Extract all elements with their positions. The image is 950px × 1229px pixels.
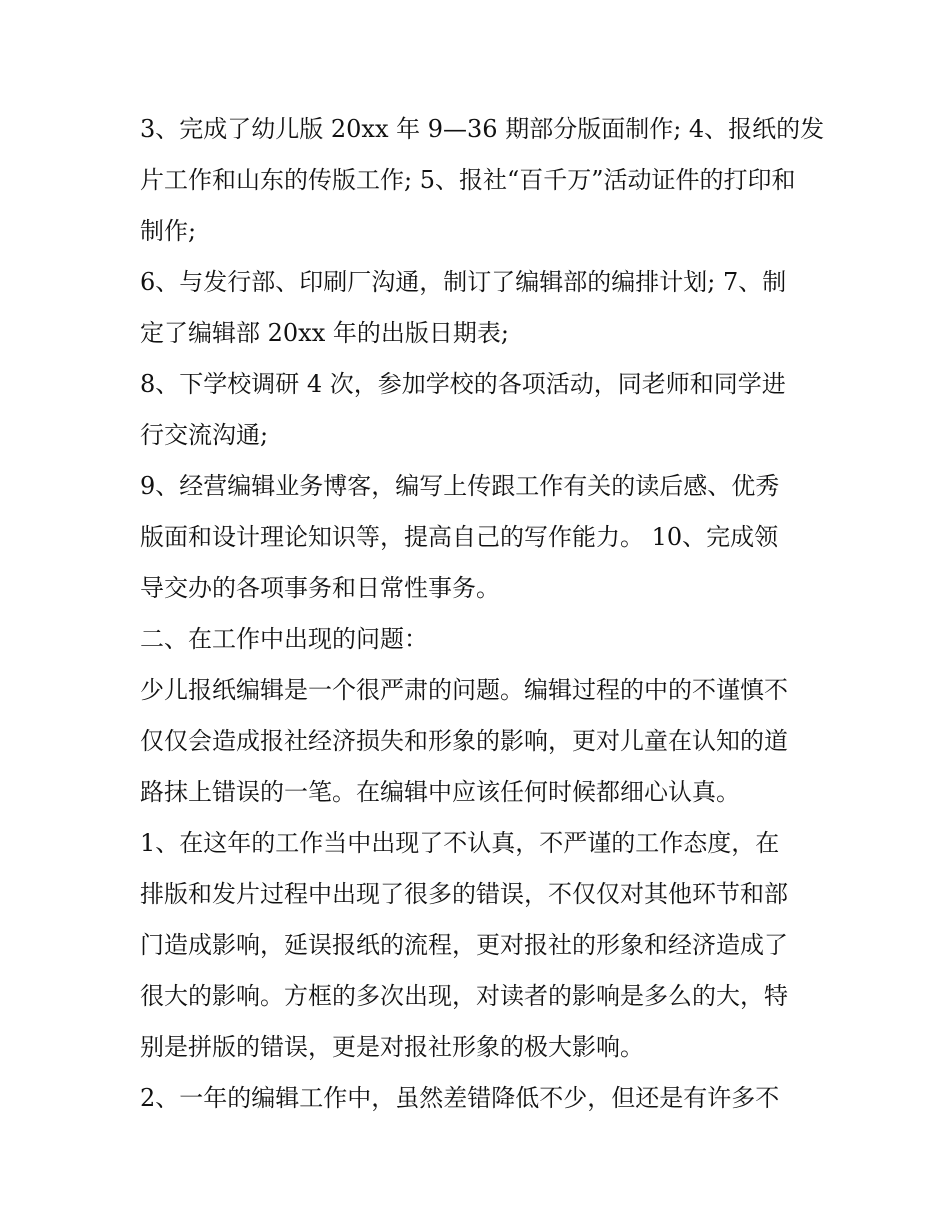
text-line: 片工作和山东的传版工作; 5、报社“百千万”活动证件的打印和 [140, 166, 796, 194]
text-line: 仅仅会造成报社经济损失和形象的影响，更对儿童在认知的道 [140, 727, 788, 755]
text-line: 很大的影响。方框的多次出现，对读者的影响是多么的大，特 [140, 982, 788, 1010]
text-line: 6、与发行部、印刷厂沟通，制订了编辑部的编排计划; 7、制 [140, 268, 787, 296]
text-line: 制作; [140, 217, 197, 245]
text-line: 8、下学校调研 4 次，参加学校的各项活动，同老师和同学进 [140, 370, 786, 398]
section-heading: 二、在工作中出现的问题： [140, 625, 428, 653]
text-line: 导交办的各项事务和日常性事务。 [140, 574, 500, 602]
text-line: 9、经营编辑业务博客，编写上传跟工作有关的读后感、优秀 [140, 472, 780, 500]
text-line: 版面和设计理论知识等，提高自己的写作能力。 10、完成领 [140, 523, 779, 551]
text-line: 定了编辑部 20xx 年的出版日期表; [140, 319, 509, 347]
text-line: 1、在这年的工作当中出现了不认真，不严谨的工作态度，在 [140, 829, 780, 857]
text-line: 排版和发片过程中出现了很多的错误，不仅仅对其他环节和部 [140, 880, 788, 908]
text-line: 别是拼版的错误，更是对报社形象的极大影响。 [140, 1033, 644, 1061]
text-line: 3、完成了幼儿版 20xx 年 9—36 期部分版面制作; 4、报纸的发 [140, 115, 825, 143]
text-line: 2、一年的编辑工作中，虽然差错降低不少，但还是有许多不 [140, 1084, 780, 1112]
text-line: 行交流沟通; [140, 421, 269, 449]
text-line: 路抹上错误的一笔。在编辑中应该任何时候都细心认真。 [140, 778, 740, 806]
text-line: 门造成影响，延误报纸的流程，更对报社的形象和经济造成了 [140, 931, 788, 959]
document-body [140, 104, 825, 1124]
text-line: 少儿报纸编辑是一个很严肃的问题。编辑过程的中的不谨慎不 [140, 676, 788, 704]
